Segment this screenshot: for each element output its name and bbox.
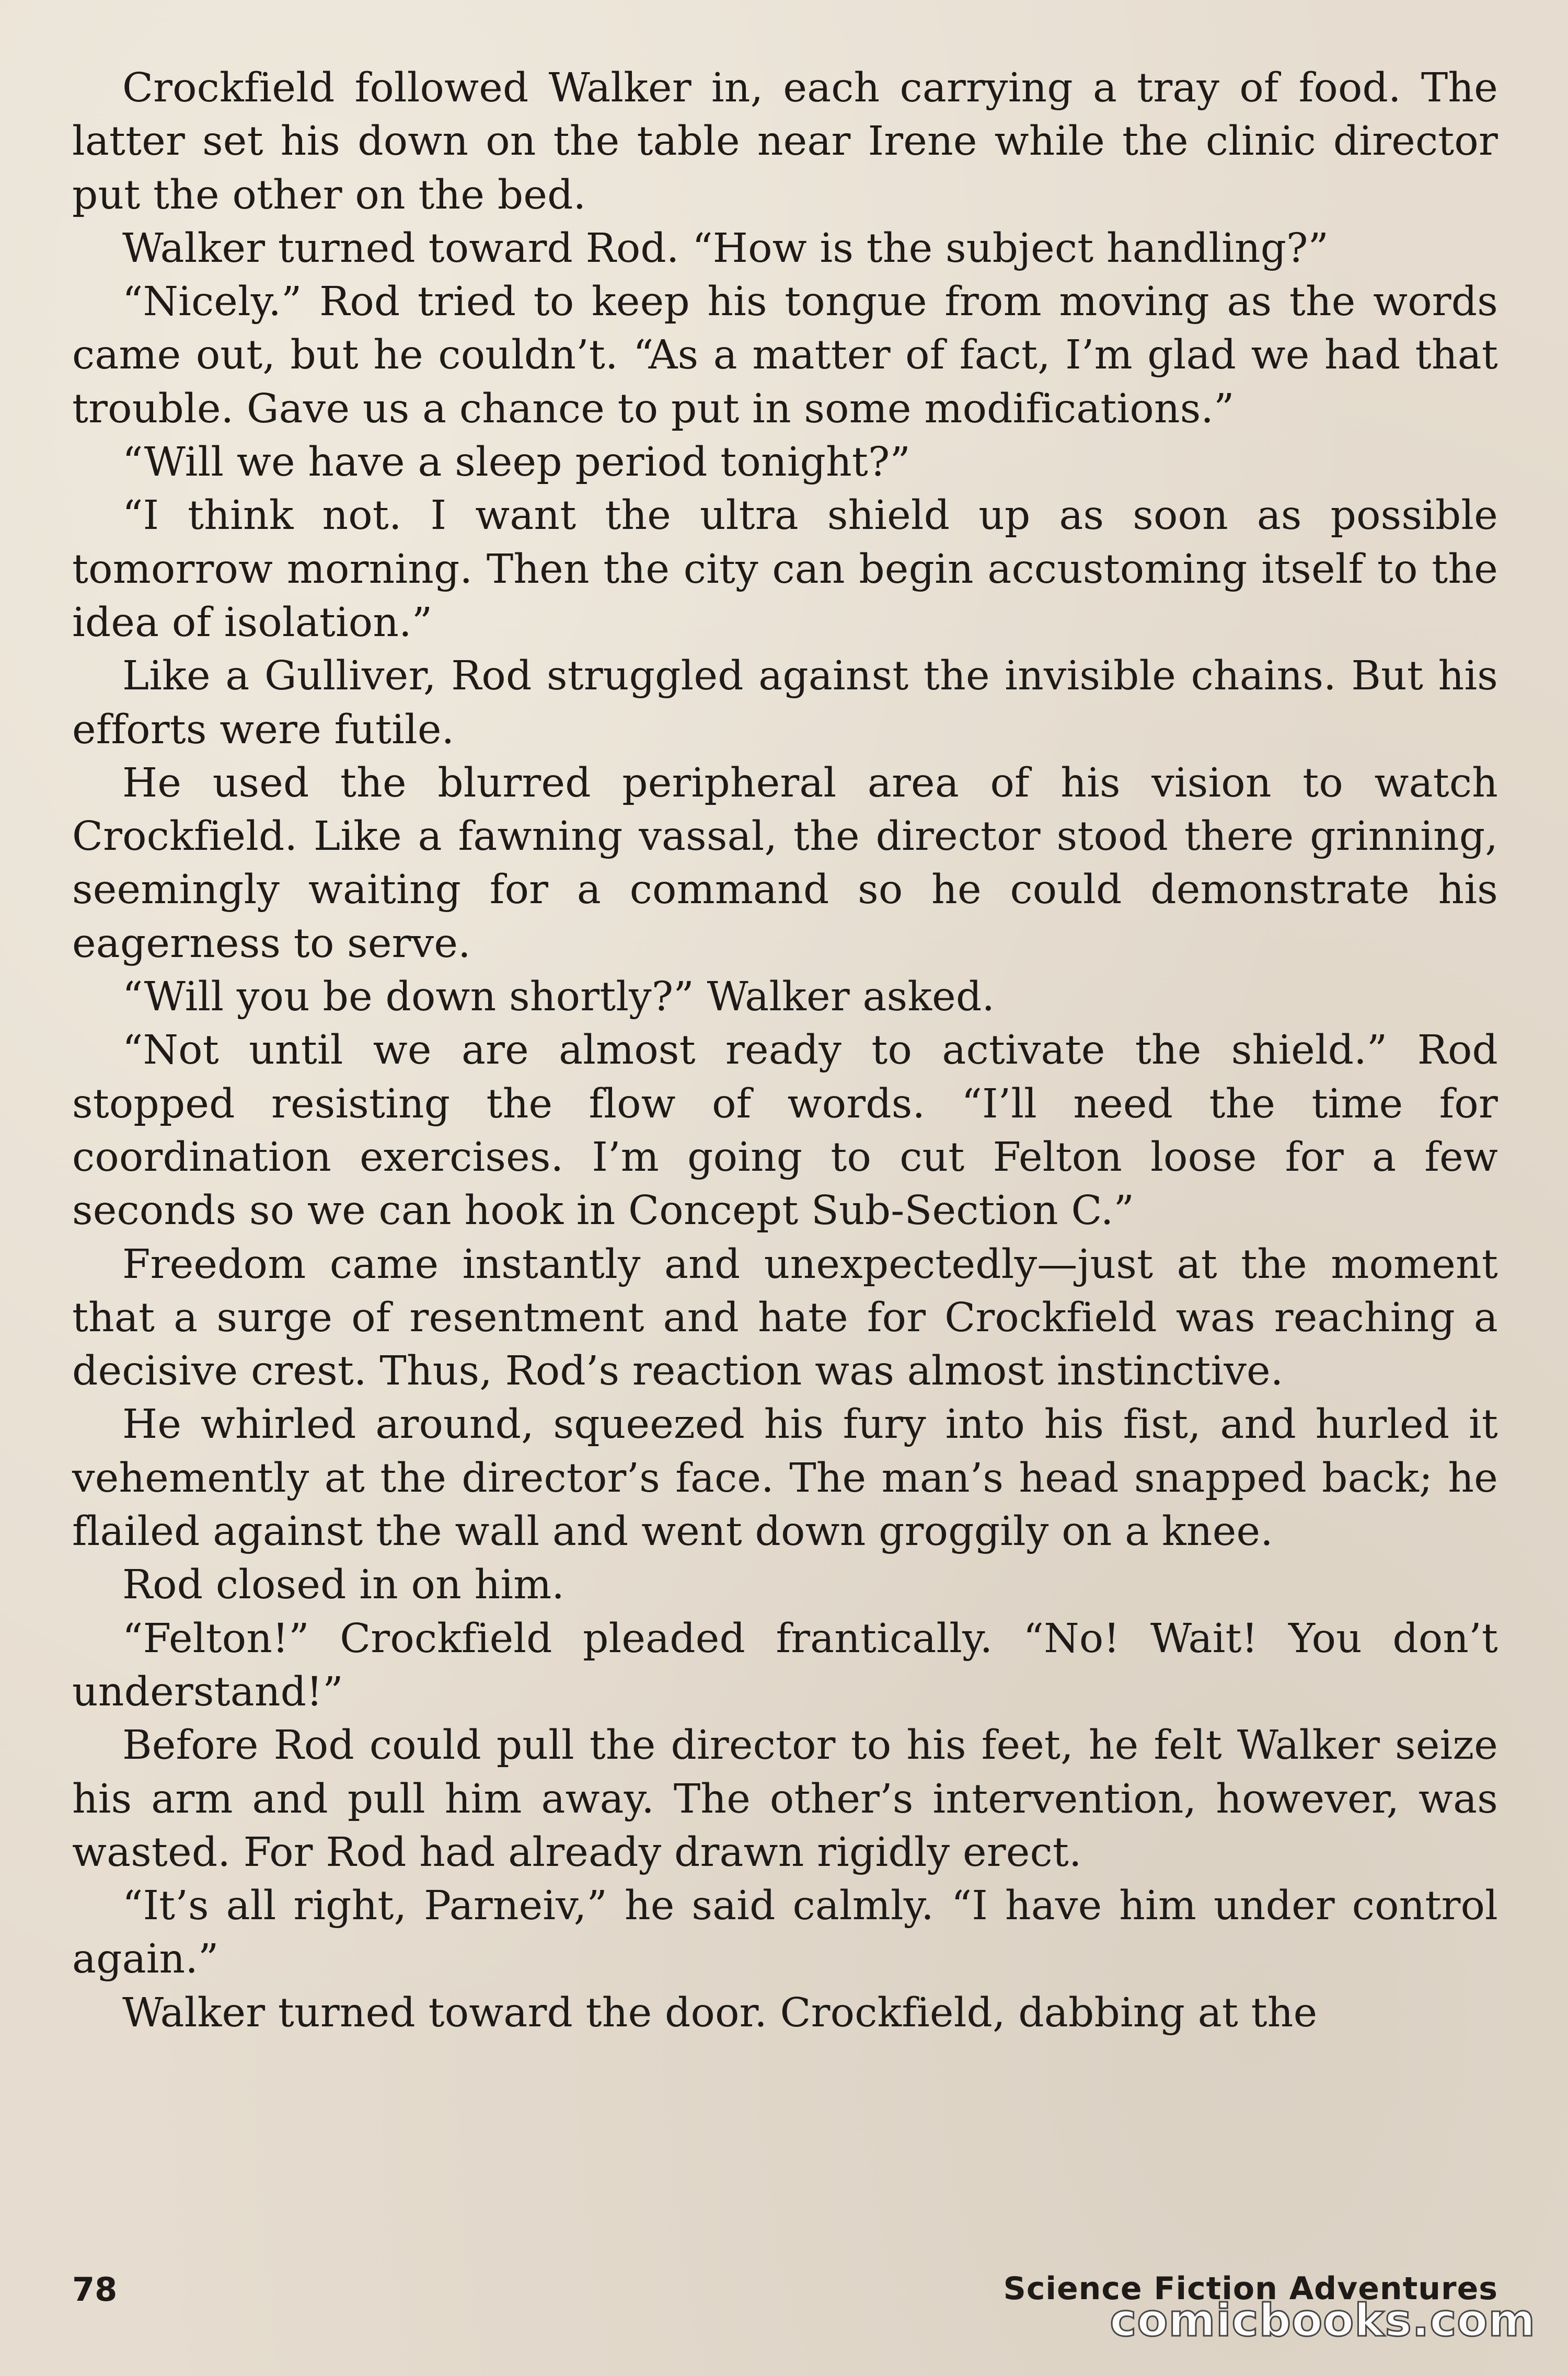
- paragraph: Walker turned toward the door. Crockfield, dabbing at the: [122, 1989, 1318, 2036]
- page-number: 78: [72, 2270, 118, 2309]
- paragraph: Crockfield followed Walker in, each carrying a tray of food. The latter set his down on the table near Irene while the clinic director put the other on the bed.: [72, 65, 1498, 218]
- magazine-title: Science Fiction Adventures: [1003, 2270, 1498, 2307]
- paragraph: Like a Gulliver, Rod struggled against the invisible chains. But his efforts were futile.: [72, 653, 1498, 753]
- paragraph: He used the blurred peripheral area of his vision to watch Crockfield. Like a fawning vassal, the director stood there grinning, seemingly waiting for a command so he could demonstrate his eagerness to serve.: [72, 759, 1498, 967]
- paragraph: Rod closed in on him.: [122, 1562, 565, 1609]
- page-body: [72, 62, 1498, 2040]
- paragraph: “Will you be down shortly?” Walker asked.: [122, 974, 995, 1021]
- paragraph: “Not until we are almost ready to activate the shield.” Rod stopped resisting the flow of words. “I’ll need the time for coordination exercises. I’m going to cut Felton loose for a few seconds so we can hook in Concept Sub-Section C.”: [72, 1027, 1498, 1235]
- paragraph: “Felton!” Crockfield pleaded frantically. “No! Wait! You don’t understand!”: [72, 1615, 1498, 1715]
- paragraph: Before Rod could pull the director to his feet, he felt Walker seize his arm and pull him away. The other’s intervention, however, was wasted. For Rod had already drawn rigidly erect.: [72, 1722, 1498, 1876]
- watermark: comicbooks.com: [1110, 2294, 1536, 2347]
- paragraph: Walker turned toward Rod. “How is the subject handling?”: [122, 225, 1329, 272]
- paragraph: He whirled around, squeezed his fury into his fist, and hurled it vehemently at the director’s face. The man’s head snapped back; he flailed against the wall and went down groggily on a knee.: [72, 1401, 1498, 1555]
- paragraph: Freedom came instantly and unexpectedly—just at the moment that a surge of resentment and hate for Crockfield was reaching a decisive crest. Thus, Rod’s reaction was almost instinctive.: [72, 1241, 1498, 1395]
- paragraph: “It’s all right, Parneiv,” he said calmly. “I have him under control again.”: [72, 1883, 1498, 1983]
- paragraph: “Nicely.” Rod tried to keep his tongue from moving as the words came out, but he couldn’t. “As a matter of fact, I’m glad we had that trouble. Gave us a chance to put in some modifications.”: [72, 279, 1498, 432]
- paragraph: “I think not. I want the ultra shield up as soon as possible tomorrow morning. Then the city can begin accustoming itself to the idea of isolation.”: [72, 492, 1498, 646]
- paragraph: “Will we have a sleep period tonight?”: [122, 439, 911, 486]
